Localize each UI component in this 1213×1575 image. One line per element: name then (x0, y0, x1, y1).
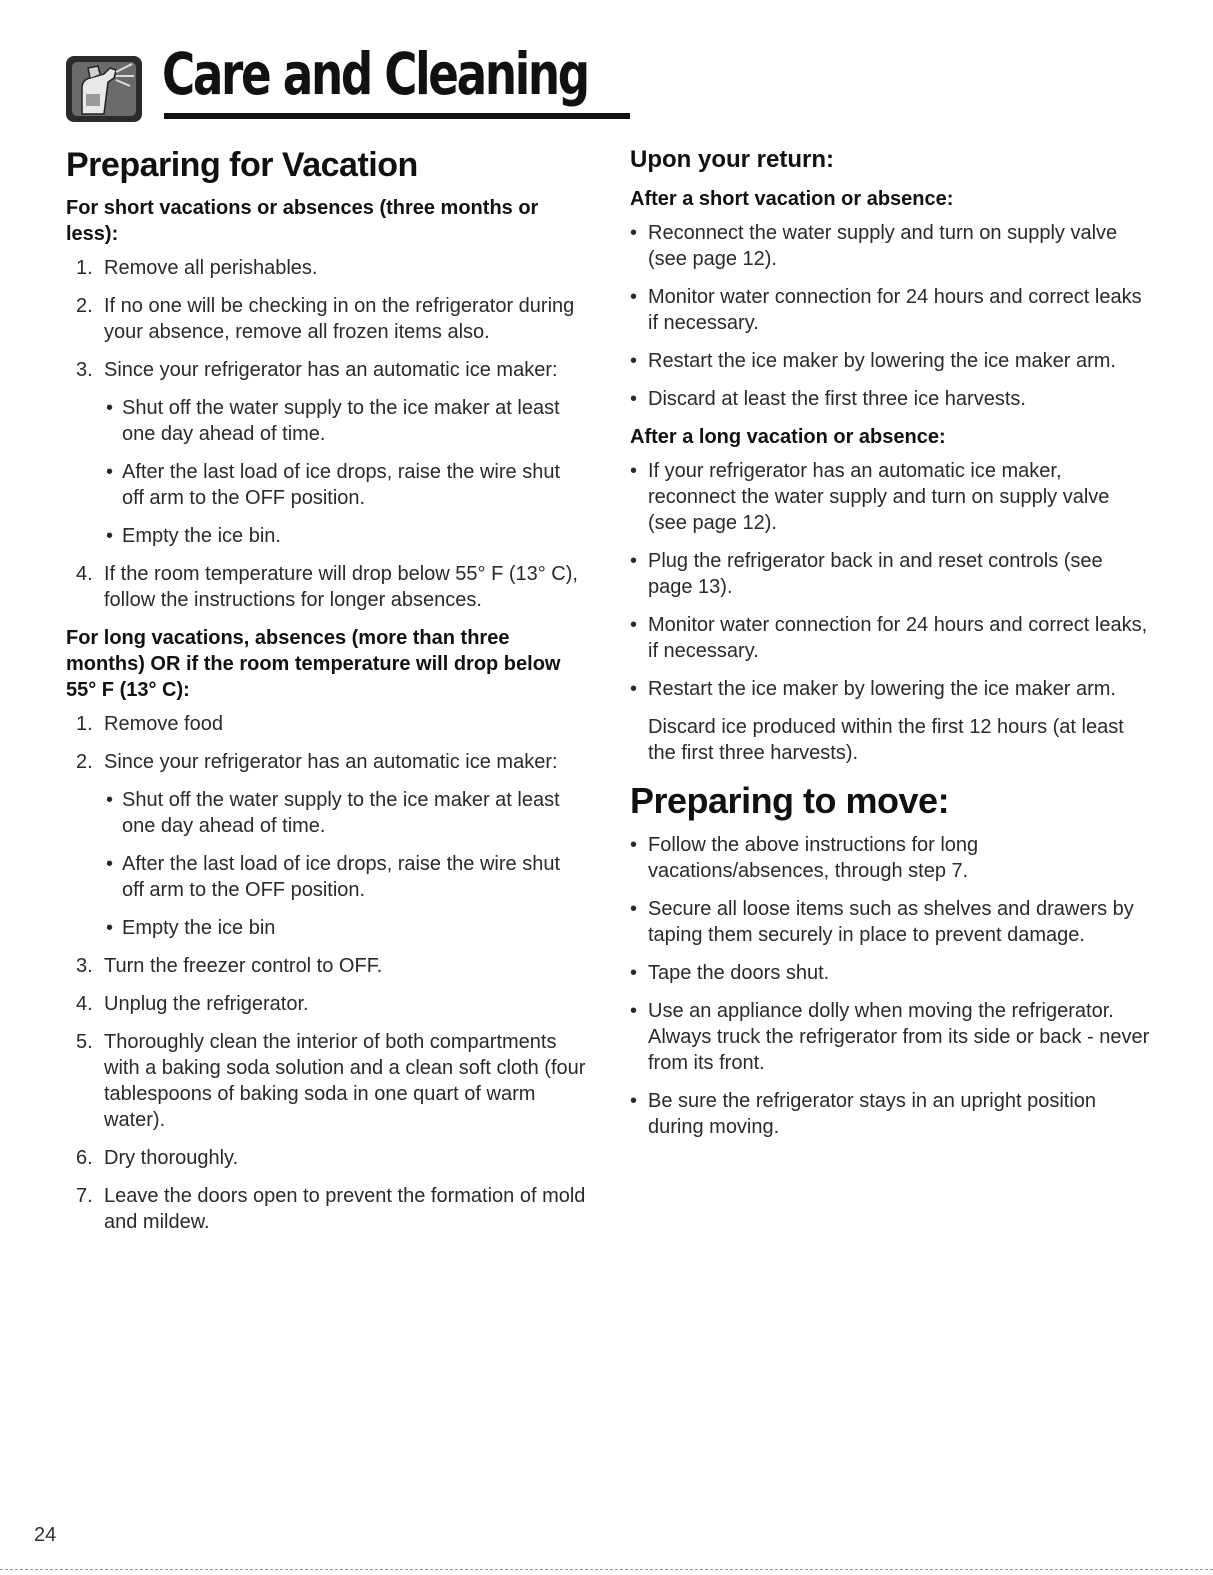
list-item (630, 896, 1150, 948)
list-item (66, 991, 586, 1017)
vacation-title: Preparing for Vacation (66, 146, 418, 184)
bullet-icon: • (630, 898, 638, 920)
list-item (630, 612, 1150, 664)
bullet-icon: • (106, 853, 114, 875)
list-item (630, 220, 1150, 272)
left-column (66, 146, 586, 1247)
list-item (66, 1183, 586, 1235)
bullet-icon: • (630, 550, 638, 572)
bullet-text: Secure all loose items such as shelves and drawers by taping them securely in place to prevent damage. (648, 898, 1134, 946)
bullet-text: Discard at least the first three ice harvests. (648, 388, 1026, 410)
long-vacation-heading: For long vacations, absences (more than three months) OR if the room temperature will drop below 55° F (13° C): (66, 627, 561, 701)
bullet-icon: • (630, 286, 638, 308)
list-item (66, 395, 586, 447)
bullet-icon: • (630, 614, 638, 636)
bullet-icon: • (630, 350, 638, 372)
bullet-text: Be sure the refrigerator stays in an upright position during moving. (648, 1090, 1097, 1138)
list-item (66, 561, 586, 613)
discard-note: Discard ice produced within the first 12 hours (at least the first three harvests). (648, 716, 1124, 764)
list-item (66, 915, 586, 941)
step-number: 1. (76, 713, 93, 735)
bullet-text: Monitor water connection for 24 hours and correct leaks, if necessary. (648, 614, 1148, 662)
step-number: 1. (76, 257, 93, 279)
bullet-icon: • (630, 678, 638, 700)
bullet-icon: • (630, 460, 638, 482)
step-text: If the room temperature will drop below 55° F (13° C), follow the instructions for longer absences. (104, 563, 578, 611)
step-number: 3. (76, 955, 93, 977)
bullet-icon: • (106, 525, 114, 547)
step-text: Remove all perishables. (104, 257, 318, 279)
bullet-icon: • (106, 461, 114, 483)
step-number: 5. (76, 1031, 93, 1053)
step-number: 2. (76, 295, 93, 317)
page-number: 24 (34, 1524, 57, 1546)
list-item (66, 953, 586, 979)
sub-bullet-list (66, 395, 586, 549)
bullet-icon: • (630, 1090, 638, 1112)
cleaning-spray-icon (64, 54, 144, 124)
header-underline (164, 113, 630, 119)
list-item (66, 711, 586, 737)
list-item (66, 255, 586, 281)
long-return-list (630, 458, 1150, 702)
bullet-text: After the last load of ice drops, raise the wire shut off arm to the OFF position. (122, 853, 560, 901)
step-text: Remove food (104, 713, 223, 735)
step-text: Thoroughly clean the interior of both compartments with a baking soda solution and a clean soft cloth (four tablespoons of baking soda in one quart of warm water). (104, 1031, 586, 1131)
bullet-icon: • (106, 917, 114, 939)
bullet-icon: • (630, 1000, 638, 1022)
step-text: Turn the freezer control to OFF. (104, 955, 383, 977)
short-vacation-steps (66, 255, 586, 613)
list-item (630, 832, 1150, 884)
step-text: Dry thoroughly. (104, 1147, 239, 1169)
list-item (630, 284, 1150, 336)
bullet-icon: • (630, 222, 638, 244)
page-header (64, 40, 588, 122)
bullet-text: Reconnect the water supply and turn on supply valve (see page 12). (648, 222, 1118, 270)
bullet-icon: • (630, 962, 638, 984)
list-item (630, 348, 1150, 374)
bullet-icon: • (630, 388, 638, 410)
long-return-heading: After a long vacation or absence: (630, 426, 946, 448)
list-item (66, 459, 586, 511)
short-return-heading: After a short vacation or absence: (630, 188, 954, 210)
step-text: Leave the doors open to prevent the formation of mold and mildew. (104, 1185, 586, 1233)
bullet-text: Empty the ice bin (122, 917, 276, 939)
bullet-text: Restart the ice maker by lowering the ice maker arm. (648, 350, 1116, 372)
list-item (630, 458, 1150, 536)
bullet-icon: • (106, 397, 114, 419)
list-item (66, 293, 586, 345)
header-title: Care and Cleaning (162, 40, 588, 108)
step-number: 7. (76, 1185, 93, 1207)
bullet-text: Use an appliance dolly when moving the refrigerator. Always truck the refrigerator from its side or back - never from its front. (648, 1000, 1150, 1074)
list-item (630, 548, 1150, 600)
list-item (66, 1029, 586, 1133)
bullet-text: Follow the above instructions for long vacations/absences, through step 7. (648, 834, 979, 882)
step-number: 2. (76, 751, 93, 773)
bullet-text: Plug the refrigerator back in and reset controls (see page 13). (648, 550, 1103, 598)
short-vacation-heading: For short vacations or absences (three months or less): (66, 197, 539, 245)
bullet-text: Restart the ice maker by lowering the ice maker arm. (648, 678, 1116, 700)
bullet-text: Shut off the water supply to the ice maker at least one day ahead of time. (122, 397, 560, 445)
right-column (630, 146, 1150, 1152)
bullet-text: If your refrigerator has an automatic ice maker, reconnect the water supply and turn on supply valve (see page 12). (648, 460, 1110, 534)
bullet-icon: • (106, 789, 114, 811)
list-item (630, 1088, 1150, 1140)
bullet-text: Monitor water connection for 24 hours and correct leaks if necessary. (648, 286, 1142, 334)
list-item (630, 960, 1150, 986)
list-item (66, 523, 586, 549)
step-number: 3. (76, 359, 93, 381)
step-text: If no one will be checking in on the refrigerator during your absence, remove all frozen items also. (104, 295, 575, 343)
step-number: 4. (76, 993, 93, 1015)
list-item (66, 1145, 586, 1171)
list-item (66, 787, 586, 839)
list-item (630, 386, 1150, 412)
bullet-icon: • (630, 834, 638, 856)
bullet-text: Empty the ice bin. (122, 525, 281, 547)
return-title: Upon your return: (630, 146, 834, 173)
list-item (66, 749, 586, 941)
list-item (66, 357, 586, 549)
list-item (630, 998, 1150, 1076)
list-item (66, 851, 586, 903)
bullet-text: After the last load of ice drops, raise the wire shut off arm to the OFF position. (122, 461, 560, 509)
short-return-list (630, 220, 1150, 412)
step-text: Since your refrigerator has an automatic ice maker: (104, 359, 558, 381)
list-item (630, 676, 1150, 702)
move-title: Preparing to move: (630, 780, 950, 821)
step-text: Unplug the refrigerator. (104, 993, 309, 1015)
long-vacation-steps (66, 711, 586, 1235)
step-text: Since your refrigerator has an automatic ice maker: (104, 751, 558, 773)
bottom-divider (0, 1569, 1213, 1570)
bullet-text: Shut off the water supply to the ice maker at least one day ahead of time. (122, 789, 560, 837)
step-number: 6. (76, 1147, 93, 1169)
bullet-text: Tape the doors shut. (648, 962, 830, 984)
step-number: 4. (76, 563, 93, 585)
sub-bullet-list (66, 787, 586, 941)
move-list (630, 832, 1150, 1140)
